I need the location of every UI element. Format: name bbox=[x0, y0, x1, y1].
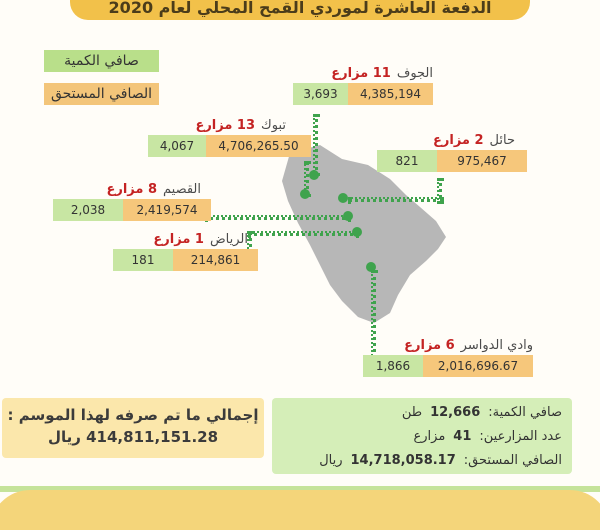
net-quantity-value: 821 bbox=[377, 150, 437, 172]
net-quantity-value: 181 bbox=[113, 249, 173, 271]
region-name: الرياض bbox=[209, 232, 248, 247]
summary-unit: مزارع bbox=[413, 428, 446, 444]
summary-label: الصافي المستحق: bbox=[463, 452, 562, 468]
legend-net-amount: الصافي المستحق bbox=[44, 83, 159, 105]
net-amount-value: 2,016,696.67 bbox=[423, 355, 533, 377]
season-total-value: 414,811,151.28 bbox=[86, 428, 219, 446]
season-total-unit: ريال bbox=[47, 428, 81, 446]
connector-hail-h bbox=[348, 197, 444, 202]
net-amount-value: 4,706,265.50 bbox=[206, 135, 311, 157]
net-quantity-value: 1,866 bbox=[363, 355, 423, 377]
farm-count: 1 مزارع bbox=[153, 232, 204, 247]
summary-value: 14,718,058.17 bbox=[350, 452, 456, 468]
net-amount-value: 975,467 bbox=[437, 150, 527, 172]
summary-value: 12,666 bbox=[430, 404, 481, 420]
region-dawasir bbox=[358, 338, 533, 377]
region-hail bbox=[367, 133, 527, 172]
connector-riyadh-h bbox=[248, 231, 359, 236]
region-name: الجوف bbox=[396, 66, 433, 81]
season-total-label: إجمالي ما تم صرفه لهذا الموسم : bbox=[7, 406, 259, 424]
connector-jouf bbox=[313, 114, 318, 176]
summary-label: صافي الكمية: bbox=[488, 404, 562, 420]
net-amount-value: 4,385,194 bbox=[348, 83, 433, 105]
region-jouf bbox=[288, 66, 433, 105]
region-name: تبوك bbox=[261, 118, 286, 133]
net-amount-value: 2,419,574 bbox=[123, 199, 211, 221]
region-name: حائل bbox=[489, 133, 515, 148]
region-name: القصيم bbox=[163, 182, 201, 197]
farm-count: 11 مزارع bbox=[331, 66, 391, 81]
net-quantity-value: 4,067 bbox=[148, 135, 206, 157]
connector-hail-v bbox=[437, 178, 442, 204]
summary-panel bbox=[272, 398, 572, 474]
summary-value: 41 bbox=[453, 428, 472, 444]
legend-net-quantity: صافي الكمية bbox=[44, 50, 159, 72]
farm-count: 13 مزارع bbox=[195, 118, 256, 133]
region-tabuk bbox=[131, 118, 311, 157]
page-title: الدفعة العاشرة لموردي القمح المحلي لعام 2020 bbox=[70, 0, 530, 20]
summary-unit: طن bbox=[401, 404, 423, 420]
region-qassim bbox=[46, 182, 211, 221]
connector-qassim bbox=[205, 215, 351, 220]
connector-tabuk bbox=[304, 161, 309, 197]
region-name: وادي الدواسر bbox=[460, 338, 533, 353]
farm-count: 2 مزارع bbox=[433, 133, 484, 148]
summary-unit: ريال bbox=[319, 452, 343, 468]
footer-band bbox=[0, 490, 600, 530]
season-total-panel bbox=[2, 398, 264, 458]
net-quantity-value: 2,038 bbox=[53, 199, 123, 221]
net-quantity-value: 3,693 bbox=[293, 83, 348, 105]
farm-count: 8 مزارع bbox=[106, 182, 157, 197]
region-riyadh bbox=[108, 232, 258, 271]
net-amount-value: 214,861 bbox=[173, 249, 258, 271]
summary-label: عدد المزارعين: bbox=[479, 428, 562, 444]
farm-count: 6 مزارع bbox=[404, 338, 455, 353]
map-dot-hail bbox=[338, 193, 348, 203]
